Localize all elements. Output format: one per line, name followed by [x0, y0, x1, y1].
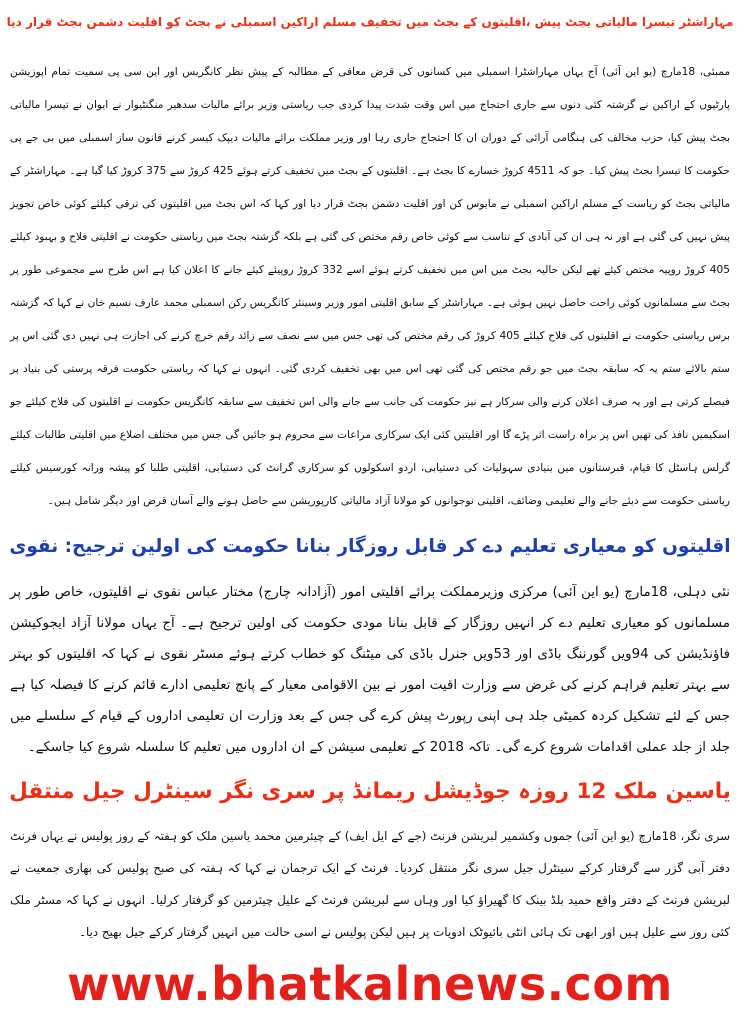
article-yasin-malik-body: سری نگر، 18مارچ (یو این آئی) جموں وکشمیر لبریشن فرنٹ (جے کے ایل ایف) کے چیئرمین محمد یاسین ملک کو ہفتہ کے روز پولیس نے یہاں فرنٹ دفتر آبی گزر سے گرفتار کرکے سینٹرل جیل سری نگر منتقل کردیا۔ فرنٹ کے ایک ترجمان نے کہا کہ ہفتہ کی صبح پولیس کی بھاری جمعیت نے لبریشن فرنٹ کے دفتر واقع حمید بلڈ بینک کا گھیراؤ کیا اور وہاں سے لبریشن فرنٹ کے علیل چیئرمین کو گرفتار کرلیا۔ انہوں نے کہا کہ مسٹر ملک کئی روز سے علیل ہیں اور ابھی تک ہائی انٹی بائیوٹک ادویات پر ہیں لیکن پولیس نے اسی حالت میں انہیں گرفتار کرکے جیل بھیج دیا۔ [10, 829, 730, 939]
article-maharashtra-budget-body: ممبئی، 18مارچ (یو این آئی) آج یہاں مہاراشٹرا اسمبلی میں کسانوں کی قرض معافی کے مطالبہ کے پیش نظر کانگریس اور این سی پی سمیت تمام اپوزیشن پارٹیوں کے اراکین نے گزشتہ کئی دنوں سے جاری احتجاج میں اس وقت شدت پیدا کردی جب ریاستی وزیر برائے مالیات سدھیر منگنٹیوار نے ایوان نے تیسرا مالیاتی بجٹ پیش کیا، حزب مخالف کی ہنگامی آرائی کے دوران ان کا احتجاج جاری رہا اور وزیر مملکت برائے مالیات دیپک کیسر کرنے قانون ساز اسمبلی میں بی جے پی حکومت کا تیسرا بجٹ پیش کیا۔ جو کہ 4511 کروڑ خسارے کا بجٹ ہے۔ اقلیتوں کے بجٹ میں تخفیف کرتے ہوئے 425 کروڑ سے 375 کروڑ کیا گیا ہے۔ مہاراشٹر کے مالیاتی بجٹ کو ریاست کے مسلم اراکین اسمبلی نے مایوس کن اور اقلیت دشمن بجٹ قرار دیا اور کہا کہ اس بجٹ میں اقلیتوں کی ترقی کیلئے کوئی خاص تجویز پیش نہیں کی گئی ہے اور نہ ہی ان کی آبادی کے تناسب سے کوئی خاص رقم مختص کی گئی ہے بلکہ گزشتہ بجٹ میں ریاستی حکومت نے اقلیتی فلاح و بہبود کیلئے 405 کروڑ روپیہ مختص کیئے تھے لیکن حالیہ بجٹ میں اس میں تخفیف کرتے ہوئے اسے 332 کروڑ روپیئے کیئے جانے کا اعلان کیا ہے اس طرح سے مجموعی طور پر بجٹ سے مسلمانوں کوئی راحت حاصل نہیں ہوئی ہے۔ مہاراشٹر کے سابق اقلیتی امور وزیر وسینئر کانگریس رکن اسمبلی محمد عارف نسیم خان نے کہا کہ گزشتہ برس ریاستی حکومت نے اقلیتوں کی فلاح کیلئے 405 کروڑ کی رقم مختص کی تھی جس میں سے نصف سے زائد رقم خرچ کرنے کی اجازت ہی نہیں دی گئی اس پر ستم بالائے ستم یہ کہ سابقہ بجٹ میں جو رقم مختص کی گئی تھی اس میں بھی تخفیف کردی گئی۔ انہوں نے کہا کہ ریاستی حکومت فرقہ پرستی کی بنیاد پر فیصلے کرتی ہے اور یہ صرف اعلان کرنے والی سرکار ہے نیز حکومت کی جانب سے جانے والی اس تخفیف سے سابقہ کانگریس حکومت نے اقلیتوں کی فلاح کیلئے جو اسکیمیں نافذ کی تھیں اس پر براہ راست اثر پڑے گا اور اقلیتیں کئی ایک سرکاری مراعات سے محروم ہو جائیں گی جس میں مختلف اضلاع میں اقلیتی طالبات کیلئے گرلس ہاسٹل کا قیام، قبرستانوں میں بنیادی سہولیات کی دستیابی، اردو اسکولوں کو سرکاری گرانٹ کی دستیابی، اقلیتی طلبا کو پیشہ ورانہ کورسیس کیلئے ریاستی حکومت سے دیئے جانے والے تعلیمی وضائف، اقلیتی نوجوانوں کو مولانا آزاد مالیاتی کارپوریشن سے حاصل ہونے والے آسان قرض اور دیگر شامل ہیں۔ [10, 66, 731, 507]
headline-naqvi-education: اقلیتوں کو معیاری تعلیم دے کر قابل روزگار بنانا حکومت کی اولین ترجیح: نقوی [9, 536, 731, 557]
headline-maharashtra-budget: مہاراشٹر تیسرا مالیاتی بجٹ پیش ،اقلیتوں کے بجٹ میں تخفیف مسلم اراکین اسمبلی نے بجٹ کو اقلیت دشمن بجٹ قرار دیا [6, 15, 734, 29]
article-naqvi-education-body: نئی دہلی، 18مارچ (یو این آئی) مرکزی وزیرمملکت برائے اقلیتی امور (آزادانہ چارج) مختار عباس نقوی نے اقلیتوں، خاص طور پر مسلمانوں کو معیاری تعلیم دے کر انہیں روزگار کے قابل بنانا مودی حکومت کی اولین ترجیح ہے۔ آج یہاں مولانا آزاد ایجوکیشن فاؤنڈیشن کی 94ویں گورننگ باڈی اور 53ویں جنرل باڈی کی میٹنگ کو خطاب کرتے ہوئے مسٹر نقوی نے کہا کہ اقلیتوں کو بہتر سے بہتر تعلیم فراہم کرنے کی غرض سے وزارت اقیت امور نے بین الاقوامی معیار کے پانچ تعلیمی ادارے قائم کرنے کا فیصلہ کیا ہے جس کے لئے تشکیل کردہ کمیٹی جلد ہی اپنی رپورٹ پیش کرے گی جس کے بعد وزارت ان تعلیمی اداروں کے قیام کے سلسلے میں جلد از جلد عملی اقدامات شروع کرے گی۔ تاکہ 2018 کے تعلیمی سیشن کے ان اداروں میں تعلیم کا سلسلہ شروع کیا جاسکے۔ [10, 585, 730, 755]
headline-yasin-malik-remand: یاسین ملک 12 روزہ جوڈیشل ریمانڈ پر سری نگر سینٹرل جیل منتقل [9, 779, 731, 804]
website-footer: www.bhatkalnews.com [67, 957, 673, 1011]
